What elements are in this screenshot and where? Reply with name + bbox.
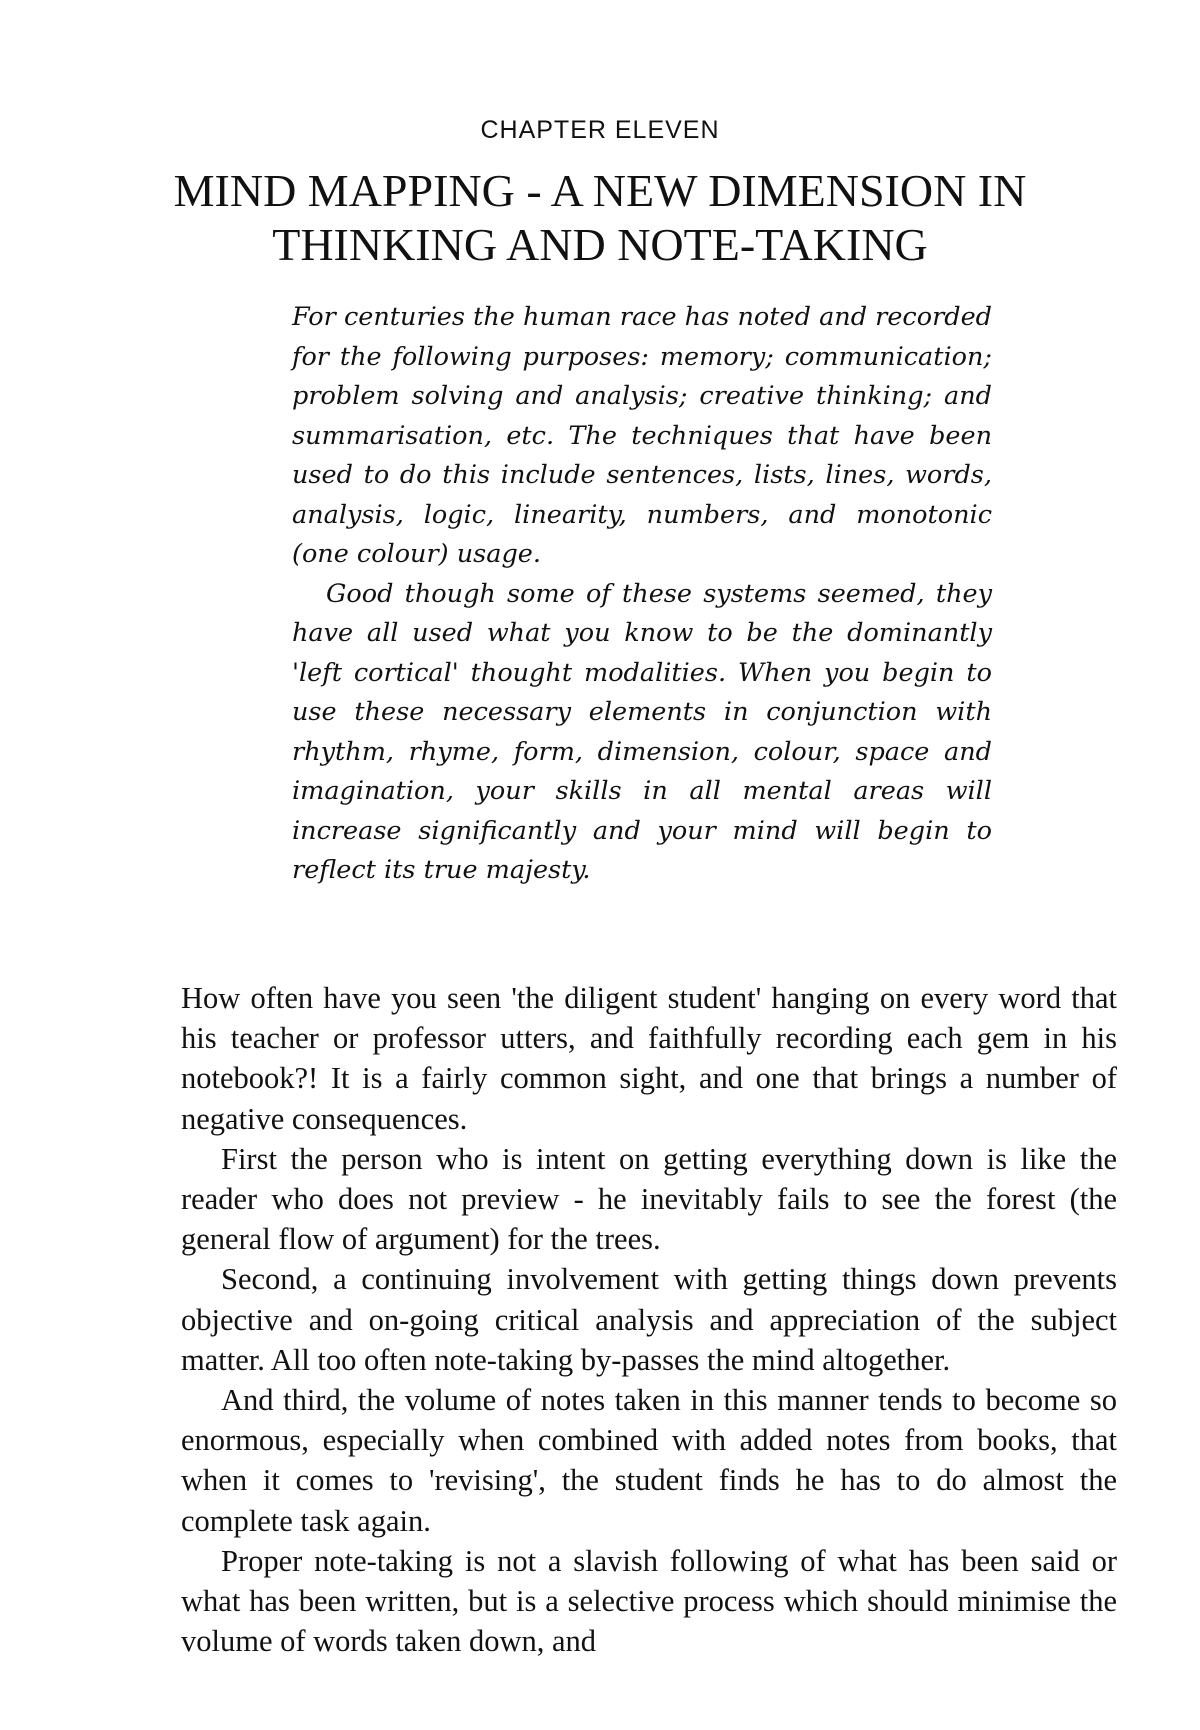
epigraph-paragraph: Good though some of these systems seemed, they have all used what you know to be the dominantly 'left cortical' thought modalities. When you begin to use these necessary elements in conjunction with rhythm, rhyme, form, dimension, colour, space and imagination, your skills in all mental areas will increase significantly and your mind will begin to reflect its true majesty. [292,578,992,885]
body-paragraph: Proper note-taking is not a slavish following of what has been said or what has been written, but is a selective process which should minimise the volume of words taken down, and [181,1543,1117,1659]
chapter-title: MIND MAPPING - A NEW DIMENSION IN THINKING AND NOTE-TAKING [173,165,1027,270]
body-paragraph: First the person who is intent on getting everything down is like the reader who does not preview - he inevitably fails to see the forest (the general flow of argument) for the trees. [181,1141,1117,1257]
body-paragraph: Second, a continuing involvement with getting things down prevents objective and on-going critical analysis and appreciation of the subject matter. All too often note-taking by-passes the mind altogether. [181,1262,1117,1377]
body-paragraph: How often have you seen 'the diligent student' hanging on every word that his teacher or professor utters, and faithfully recording each gem in his notebook?! It is a fairly common sight, and one that brings a number of negative consequences. [181,981,1117,1136]
chapter-label: CHAPTER ELEVEN [480,116,720,144]
epigraph [292,298,992,891]
body-text [181,978,1117,1661]
body-paragraph: And third, the volume of notes taken in this manner tends to become so enormous, especially when combined with added notes from books, that when it comes to 'revising', the student finds he has to do almost the complete task again. [181,1383,1117,1538]
epigraph-paragraph: For centuries the human race has noted and recorded for the following purposes: memory; communication; problem solving and analysis; creative thinking; and summarisation, etc. The techniques that have been used to do this include sentences, lists, lines, words, analysis, logic, linearity, numbers, and monotonic (one colour) usage. [292,302,992,569]
